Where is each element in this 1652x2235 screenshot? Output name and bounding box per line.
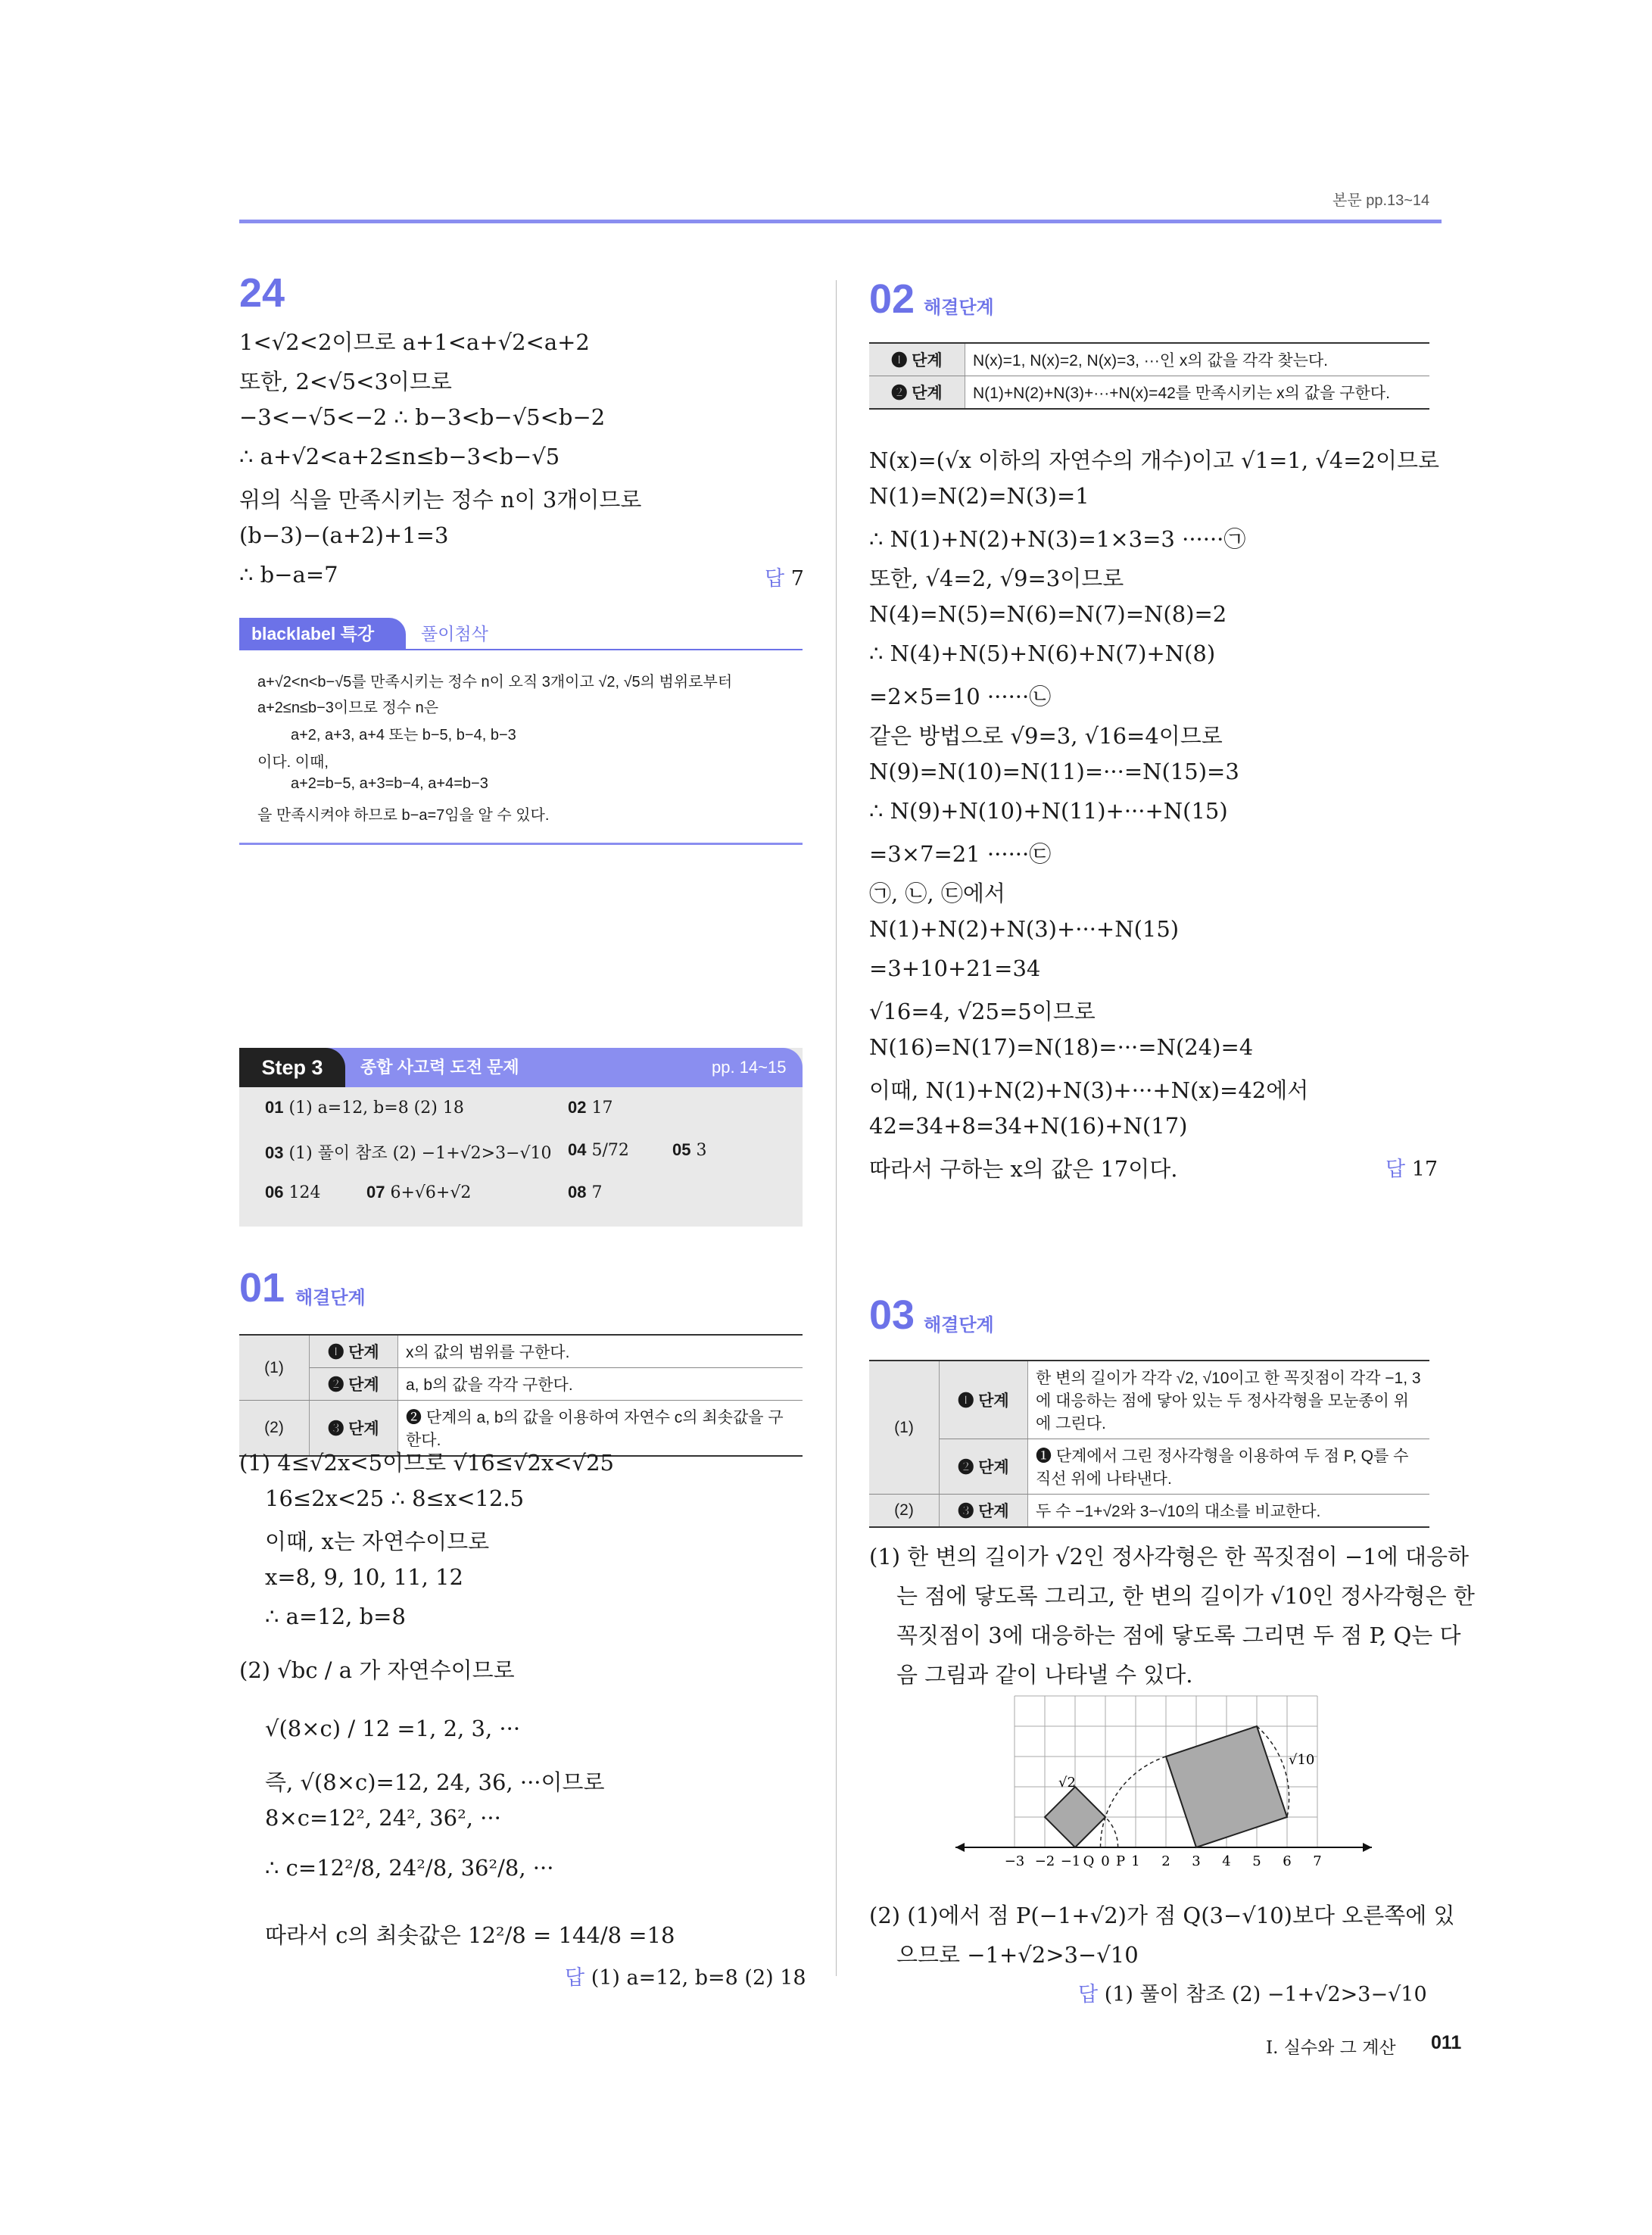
p24-answer (765, 562, 804, 591)
p02-line: N(9)=N(10)=N(11)=···=N(15)=3 (869, 759, 1239, 784)
tick-label-Q: Q (1083, 1853, 1095, 1869)
label-sqrt10: √10 (1289, 1752, 1315, 1768)
answer-label: 답 (1385, 1158, 1406, 1180)
step3-item-no: 07 (366, 1183, 385, 1202)
step3-item-answer: (1) a=12, b=8 (2) 18 (288, 1099, 464, 1118)
step-label: ❶ 단계 (310, 1335, 398, 1368)
p02-stage-title: 해결단계 (924, 298, 994, 318)
step3-item-answer: 124 (288, 1183, 321, 1202)
p01-line: 8×c=12², 24², 36², ··· (265, 1805, 501, 1831)
p03-answer (1078, 1978, 1427, 2007)
step-label: ❷ 단계 (310, 1368, 398, 1401)
p03-stage-title: 해결단계 (924, 1315, 994, 1336)
p24-line: ∴ b−a=7 (239, 562, 338, 588)
step3-item-answer: 17 (591, 1099, 613, 1118)
p02-line: =3+10+21=34 (869, 955, 1041, 981)
p01-line: 즉, √(8×c)=12, 24, 36, ···이므로 (265, 1769, 605, 1795)
axis-arrow-left (955, 1843, 965, 1852)
p24-line: ∴ a+√2<a+2≤n≤b−3<b−√5 (239, 444, 560, 469)
step3-item-no: 03 (265, 1143, 284, 1162)
step3-item (568, 1140, 629, 1160)
p01-steps-table (239, 1334, 803, 1457)
blacklabel-line: a+√2<n<b−√5를 만족시키는 정수 n이 오직 3개이고 √2, √5의 범위로부터 (257, 674, 733, 690)
step3-item (672, 1140, 706, 1160)
step-text: ❷ 단계의 a, b의 값을 이용하여 자연수 c의 최솟값을 구한다. (398, 1401, 803, 1457)
p03-line: (2) (1)에서 점 P(−1+√2)가 점 Q(3−√10)보다 오른쪽에 있 (869, 1903, 1455, 1928)
tick-label: −1 (1060, 1853, 1081, 1869)
tick-label: 2 (1161, 1853, 1170, 1869)
step-label: ❷ 단계 (940, 1439, 1028, 1495)
square-sqrt2 (1045, 1787, 1105, 1847)
p03-line: (1) 한 변의 길이가 √2인 정사각형은 한 꼭짓점이 −1에 대응하 (869, 1544, 1470, 1569)
p02-line: 또한, √4=2, √9=3이므로 (869, 566, 1124, 591)
step-label: ❶ 단계 (869, 343, 965, 376)
p01-line: (1) 4≤√2x<5이므로 √16≤√2x<√25 (239, 1450, 614, 1476)
step3-tag: Step 3 (239, 1048, 345, 1087)
p02-line: √16=4, √25=5이므로 (869, 999, 1096, 1024)
step3-item-no: 05 (672, 1140, 691, 1159)
p02-line: N(1)+N(2)+N(3)+···+N(15) (869, 916, 1180, 942)
step-group: (2) (869, 1495, 940, 1528)
tick-label: 5 (1252, 1853, 1261, 1869)
axis-arrow-right (1363, 1843, 1372, 1852)
blacklabel-line: a+2=b−5, a+3=b−4, a+4=b−3 (291, 775, 488, 792)
step-text: 한 변의 길이가 각각 √2, √10이고 한 꼭짓점이 각각 −1, 3에 대응하는 점에 닿아 있는 두 정사각형을 모눈종이 위에 그린다. (1028, 1361, 1430, 1439)
blacklabel-bottom-rule (239, 843, 803, 845)
tick-label: 0 (1101, 1853, 1110, 1869)
p02-line: N(4)=N(5)=N(6)=N(7)=N(8)=2 (869, 601, 1227, 627)
number-line-figure (955, 1688, 1379, 1878)
tick-label: −3 (1004, 1853, 1025, 1869)
arc-sqrt2 (1105, 1817, 1118, 1847)
step-label: ❸ 단계 (310, 1401, 398, 1457)
p01-line: 이때, x는 자연수이므로 (265, 1529, 490, 1554)
p24-line: (b−3)−(a+2)+1=3 (239, 522, 449, 548)
p02-line: N(1)=N(2)=N(3)=1 (869, 483, 1089, 509)
step-text: x의 값의 범위를 구한다. (398, 1335, 803, 1368)
footer-page-number: 011 (1431, 2032, 1462, 2053)
step3-item (568, 1183, 602, 1202)
answer-label: 답 (1078, 1983, 1099, 2006)
tick-label: −2 (1034, 1853, 1055, 1869)
p02-line: N(16)=N(17)=N(18)=···=N(24)=4 (869, 1034, 1254, 1060)
answer-value: 7 (790, 567, 804, 591)
header-rule (239, 220, 1442, 223)
step3-item-answer: 6+√6+√2 (390, 1183, 472, 1202)
step-text: N(1)+N(2)+N(3)+···+N(x)=42를 만족시키는 x의 값을 구한다. (965, 376, 1430, 410)
tick-label: 1 (1131, 1853, 1140, 1869)
p02-steps-table (869, 342, 1429, 410)
blacklabel-line: 을 만족시켜야 하므로 b−a=7임을 알 수 있다. (257, 807, 550, 824)
step3-item-answer: 3 (696, 1141, 707, 1160)
blacklabel-subtitle: 풀이첨삭 (421, 624, 488, 644)
p01-line: ∴ c=12²/8, 24²/8, 36²/8, ··· (265, 1855, 554, 1881)
tick-label: 6 (1283, 1853, 1292, 1869)
axis-labels (1005, 1853, 1322, 1869)
blacklabel-line: a+2≤n≤b−3이므로 정수 n은 (257, 700, 439, 716)
step-text: a, b의 값을 각각 구한다. (398, 1368, 803, 1401)
step3-item-no: 01 (265, 1098, 284, 1117)
step-text: N(x)=1, N(x)=2, N(x)=3, ···인 x의 값을 각각 찾는다. (965, 343, 1430, 376)
step-text: 두 수 −1+√2와 3−√10의 대소를 비교한다. (1028, 1495, 1430, 1528)
p24-line: 위의 식을 만족시키는 정수 n이 3개이므로 (239, 487, 642, 513)
blacklabel-top-rule (239, 649, 803, 650)
p02-line: ㉠, ㉡, ㉢에서 (869, 881, 1005, 906)
step3-item-answer: 5/72 (591, 1141, 629, 1160)
step3-item (366, 1183, 471, 1202)
blacklabel-tab: blacklabel 특강 (239, 618, 406, 650)
tick-label: 4 (1222, 1853, 1231, 1869)
p03-line: 는 점에 닿도록 그리고, 한 변의 길이가 √10인 정사각형은 한 (896, 1583, 1475, 1609)
step3-pages: pp. 14~15 (712, 1058, 787, 1077)
step-group: (2) (239, 1401, 310, 1457)
step-group: (1) (869, 1361, 940, 1495)
step3-item (568, 1098, 612, 1118)
tick-label: 3 (1192, 1853, 1201, 1869)
problem-01-number: 01 (239, 1265, 285, 1311)
p01-line: 16≤2x<25 ∴ 8≤x<12.5 (265, 1485, 525, 1511)
problem-03-number: 03 (869, 1292, 915, 1338)
problem-24-number: 24 (239, 270, 285, 316)
step-group: (1) (239, 1335, 310, 1401)
arc-sqrt10 (1101, 1757, 1167, 1847)
answer-value: 17 (1411, 1158, 1438, 1181)
column-divider (836, 280, 837, 1976)
p01-line: 따라서 c의 최솟값은 12²/8 = 144/8 =18 (265, 1922, 675, 1948)
tick-label: 7 (1313, 1853, 1322, 1869)
p01-stage-title: 해결단계 (295, 1288, 366, 1308)
p01-line: (2) √bc / a 가 자연수이므로 (239, 1657, 515, 1683)
square-sqrt10 (1166, 1726, 1287, 1847)
p03-steps-table (869, 1360, 1429, 1528)
p01-line: √(8×c) / 12 =1, 2, 3, ··· (265, 1716, 521, 1741)
step3-item-answer: 7 (591, 1183, 603, 1202)
p02-line: ∴ N(9)+N(10)+N(11)+···+N(15) (869, 798, 1228, 824)
step-label: ❷ 단계 (869, 376, 965, 410)
p24-line: −3<−√5<−2 ∴ b−3<b−√5<b−2 (239, 404, 606, 430)
tick-label-P: P (1115, 1853, 1126, 1869)
step3-item (265, 1140, 552, 1164)
p02-line: ∴ N(1)+N(2)+N(3)=1×3=3 ······㉠ (869, 526, 1246, 552)
answer-value: (1) 풀이 참조 (2) −1+√2>3−√10 (1104, 1983, 1427, 2006)
p02-line: N(x)=(√x 이하의 자연수의 개수)이고 √1=1, √4=2이므로 (869, 447, 1439, 473)
step-label: ❶ 단계 (940, 1361, 1028, 1439)
answer-value: (1) a=12, b=8 (2) 18 (591, 1966, 806, 1990)
p02-line: 이때, N(1)+N(2)+N(3)+···+N(x)=42에서 (869, 1077, 1309, 1103)
answer-label: 답 (565, 1966, 585, 1989)
step3-item-no: 04 (568, 1140, 587, 1159)
step-text: ❶ 단계에서 그린 정사각형을 이용하여 두 점 P, Q를 수직선 위에 나타낸다. (1028, 1439, 1430, 1495)
p01-answer (565, 1961, 806, 1990)
blacklabel-line: 이다. 이때, (257, 754, 329, 771)
p02-line: =3×7=21 ······㉢ (869, 841, 1052, 867)
footer-chapter: Ⅰ. 실수와 그 계산 (1266, 2038, 1396, 2058)
step-label: ❸ 단계 (940, 1495, 1028, 1528)
step3-item-no: 06 (265, 1183, 284, 1202)
p24-line: 또한, 2<√5<3이므로 (239, 369, 452, 394)
p02-line: 따라서 구하는 x의 값은 17이다. (869, 1156, 1178, 1182)
problem-02-number: 02 (869, 276, 915, 322)
p03-line: 음 그림과 같이 나타낼 수 있다. (896, 1662, 1193, 1688)
label-sqrt2: √2 (1058, 1775, 1076, 1791)
p01-line: ∴ a=12, b=8 (265, 1604, 406, 1629)
p01-line: x=8, 9, 10, 11, 12 (265, 1564, 464, 1590)
p02-line: 같은 방법으로 √9=3, √16=4이므로 (869, 723, 1223, 749)
step3-item (265, 1183, 320, 1202)
p02-line: ∴ N(4)+N(5)+N(6)+N(7)+N(8) (869, 641, 1216, 666)
step3-item (265, 1098, 464, 1118)
p03-line: 으므로 −1+√2>3−√10 (896, 1942, 1139, 1968)
blacklabel-line: a+2, a+3, a+4 또는 b−5, b−4, b−3 (291, 727, 516, 743)
step3-title: 종합 사고력 도전 문제 (360, 1058, 519, 1077)
answer-label: 답 (765, 567, 785, 590)
step3-item-no: 08 (568, 1183, 587, 1202)
p02-line: =2×5=10 ······㉡ (869, 684, 1052, 709)
p24-line: 1<√2<2이므로 a+1<a+√2<a+2 (239, 329, 590, 355)
p02-answer (1385, 1152, 1438, 1182)
step3-item-answer: (1) 풀이 참조 (2) −1+√2>3−√10 (288, 1144, 552, 1163)
step3-item-no: 02 (568, 1098, 587, 1117)
p03-line: 꼭짓점이 3에 대응하는 점에 닿도록 그리면 두 점 P, Q는 다 (896, 1622, 1461, 1648)
page-reference: 본문 pp.13~14 (1333, 192, 1430, 209)
p02-line: 42=34+8=34+N(16)+N(17) (869, 1113, 1188, 1139)
